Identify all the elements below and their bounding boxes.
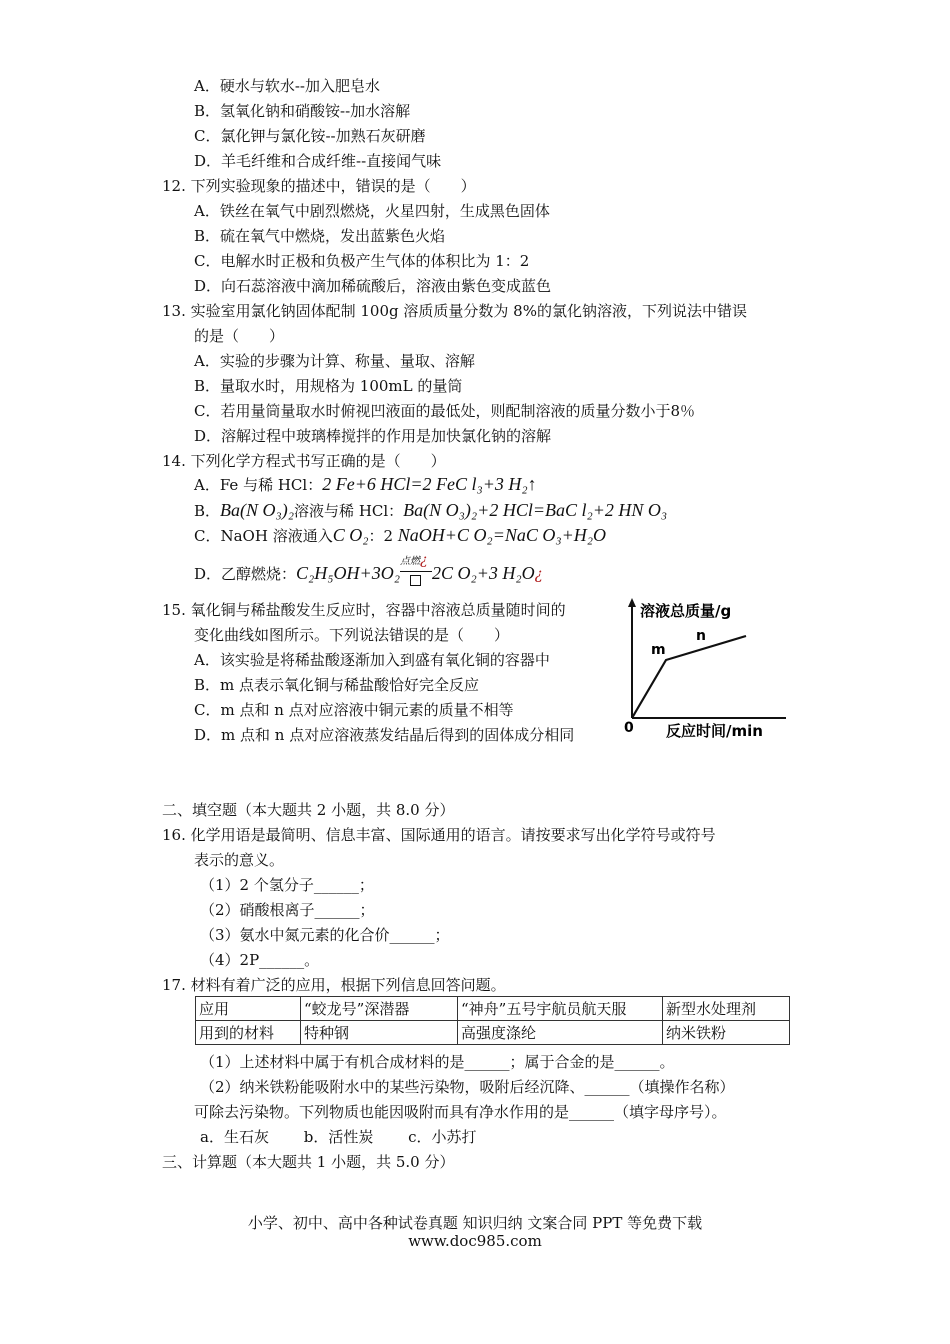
q15-stem-line2: 变化曲线如图所示。下列说法错误的是（ ）: [194, 626, 510, 644]
q11-option-d: D．羊毛纤维和合成纤维--直接闻气味: [194, 152, 442, 170]
q14-option-d: [194, 552, 543, 585]
q11-option-b: B．氢氧化钠和硝酸铵--加水溶解: [194, 102, 411, 120]
footer-line1: 小学、初中、高中各种试卷真题 知识归纳 文案合同 PPT 等免费下载: [247, 1214, 703, 1232]
table-row: [196, 997, 790, 1021]
q14-d-qmark: ¿: [419, 552, 428, 568]
q14-c-reactant: C O₂: [332, 525, 369, 545]
q17-material-table: [195, 996, 790, 1045]
q16-stem-line2: 表示的意义。: [194, 851, 285, 869]
table-cell: 用到的材料: [196, 1021, 301, 1045]
table-row: [196, 1021, 790, 1045]
q15-option-a: A．该实验是将稀盐酸逐渐加入到盛有氧化铜的容器中: [194, 651, 550, 669]
q12-stem: 12. 下列实验现象的描述中，错误的是（ ）: [162, 177, 476, 195]
q14-c-prefix: C．NaOH 溶液通入: [194, 527, 333, 545]
table-cell: 特种钢: [301, 1021, 458, 1045]
q14-d-right: 2C O₂+3 H₂O: [431, 563, 535, 583]
q14-b-reactant: Ba(N O₃)₂: [220, 500, 295, 520]
q14-b-mid: 溶液与稀 HCl：: [294, 502, 404, 520]
q14-d-arrow: [399, 552, 432, 585]
q16-item-2: （2）硝酸根离子______；: [200, 901, 375, 919]
q14-b-prefix: B．: [194, 502, 221, 520]
q12-option-a: A．铁丝在氧气中剧烈燃烧，火星四射，生成黑色固体: [194, 202, 550, 220]
q14-stem: 14. 下列化学方程式书写正确的是（ ）: [162, 452, 446, 470]
q17-sub-2-line1: （2）纳米铁粉能吸附水中的某些污染物，吸附后经沉降、______（填操作名称）: [200, 1078, 735, 1096]
q13-option-d: D．溶解过程中玻璃棒搅拌的作用是加快氯化钠的溶解: [194, 427, 552, 445]
table-cell: “神舟”五号宇航员航天服: [458, 997, 663, 1021]
q11-option-c: C．氯化钾与氯化铵--加熟石灰研磨: [194, 127, 426, 145]
q15-stem-line1: 15. 氧化铜与稀盐酸发生反应时，容器中溶液总质量随时间的: [162, 601, 566, 619]
q14-c-mid: ：2: [368, 527, 398, 545]
graph-point-n: n: [696, 628, 706, 644]
footer-url[interactable]: www.doc985.com: [408, 1232, 542, 1250]
q14-d-bar: [400, 571, 432, 572]
table-cell: 高强度涤纶: [458, 1021, 663, 1045]
q16-item-4: （4）2P______。: [200, 951, 320, 969]
q14-d-condition: 点燃: [399, 556, 420, 567]
q15-option-c: C．m 点和 n 点对应溶液中铜元素的质量不相等: [194, 701, 514, 719]
section3-heading: 三、计算题（本大题共 1 小题，共 5.0 分）: [162, 1153, 455, 1171]
q13-option-c: C．若用量筒量取水时俯视凹液面的最低处，则配制溶液的质量分数小于8％: [194, 402, 696, 420]
graph-y-label: 溶液总质量/g: [640, 602, 732, 620]
q14-d-box-icon: [410, 575, 421, 586]
section2-heading: 二、填空题（本大题共 2 小题，共 8.0 分）: [162, 801, 455, 819]
graph-y-arrow-icon: [628, 598, 636, 607]
q17-stem: 17. 材料有着广泛的应用，根据下列信息回答问题。: [162, 976, 506, 994]
q11-option-a: A．硬水与软水--加入肥皂水: [194, 77, 380, 95]
q15-option-d: D．m 点和 n 点对应溶液蒸发结晶后得到的固体成分相同: [194, 726, 575, 744]
q13-option-a: A．实验的步骤为计算、称量、量取、溶解: [194, 352, 475, 370]
q14-b-equation: Ba(N O₃)₂+2 HCl=BaC l₂+2 HN O₃: [403, 500, 668, 520]
q14-c-equation: NaOH+C O₂=NaC O₃+H₂O: [397, 525, 607, 545]
q13-stem-line2: 的是（ ）: [194, 327, 285, 345]
q14-option-c: [194, 525, 606, 546]
q12-option-b: B．硫在氧气中燃烧，发出蓝紫色火焰: [194, 227, 446, 245]
q14-a-prefix: A．Fe 与稀 HCl：: [194, 476, 323, 494]
table-cell: 应用: [196, 997, 301, 1021]
q14-d-left: C₂H₅OH+3O₂: [296, 563, 400, 583]
q15-option-b: B．m 点表示氧化铜与稀盐酸恰好完全反应: [194, 676, 480, 694]
q16-item-1: （1）2 个氢分子______；: [200, 876, 374, 894]
q14-option-a: [194, 474, 537, 495]
q16-stem-line1: 16. 化学用语是最简明、信息丰富、国际通用的语言。请按要求写出化学符号或符号: [162, 826, 716, 844]
q14-d-prefix: D．乙醇燃烧：: [194, 565, 297, 583]
q14-d-qmark-end: ¿: [534, 565, 543, 583]
graph-origin: 0: [624, 720, 634, 736]
q17-sub-2-line2: 可除去污染物。下列物质也能因吸附而具有净水作用的是______（填字母序号）。: [194, 1103, 727, 1121]
q13-stem-line1: 13. 实验室用氯化钠固体配制 100g 溶质质量分数为 8%的氯化钠溶液，下列说法中错误: [162, 302, 747, 320]
graph-curve: [632, 636, 746, 718]
q14-a-equation: 2 Fe+6 HCl=2 FeC l₃+3 H₂↑: [322, 474, 537, 494]
q16-item-3: （3）氨水中氮元素的化合价______；: [200, 926, 450, 944]
table-cell: 纳米铁粉: [663, 1021, 790, 1045]
q17-choices: a．生石灰 b．活性炭 c．小苏打: [200, 1128, 477, 1146]
graph-point-m: m: [651, 642, 666, 658]
table-cell: “蛟龙号”深潜器: [301, 997, 458, 1021]
q15-mass-time-graph: [618, 594, 793, 744]
q17-sub-1: （1）上述材料中属于有机合成材料的是______；属于合金的是______。: [200, 1053, 675, 1071]
q14-option-b: [194, 500, 667, 521]
q13-option-b: B．量取水时，用规格为 100mL 的量筒: [194, 377, 463, 395]
q12-option-d: D．向石蕊溶液中滴加稀硫酸后，溶液由紫色变成蓝色: [194, 277, 552, 295]
q12-option-c: C．电解水时正极和负极产生气体的体积比为 1：2: [194, 252, 530, 270]
table-cell: 新型水处理剂: [663, 997, 790, 1021]
graph-x-label: 反应时间/min: [666, 722, 763, 740]
